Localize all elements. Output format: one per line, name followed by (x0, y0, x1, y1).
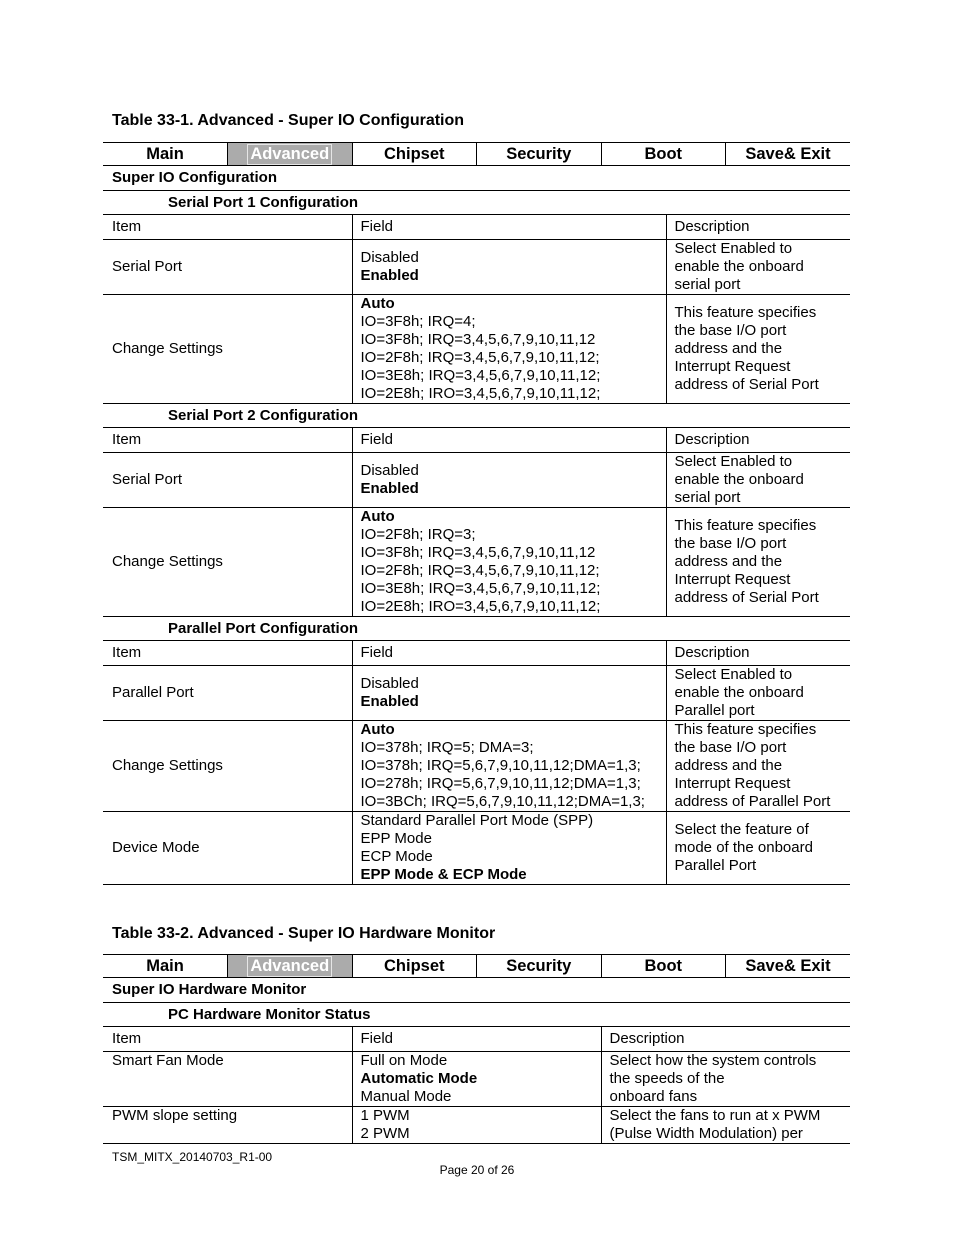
description-line: This feature specifies (674, 720, 817, 738)
row-item: Serial Port (103, 239, 352, 294)
field-option: IO=278h; IRQ=5,6,7,9,10,11,12;DMA=1,3; (360, 774, 641, 792)
field-option: IO=3F8h; IRQ=4; (360, 312, 476, 330)
group-title: Serial Port 1 Configuration (103, 190, 850, 214)
menu-tab-security[interactable]: Security (477, 955, 602, 978)
field-option: 1 PWM (360, 1106, 410, 1124)
header-description: Description (666, 214, 850, 239)
table-row (103, 811, 850, 884)
header-field: Field (352, 1026, 601, 1051)
description-line: enable the onboard (674, 470, 804, 488)
description-line: enable the onboard (674, 683, 804, 701)
row-field (352, 507, 666, 616)
table-row (103, 1051, 850, 1106)
field-option-default: Enabled (360, 479, 419, 497)
hardware-monitor-table (103, 954, 850, 1144)
table-row (103, 720, 850, 811)
field-option: IO=378h; IRQ=5; DMA=3; (360, 738, 534, 756)
field-option: 2 PWM (360, 1124, 410, 1142)
description-line: Select Enabled to (674, 665, 793, 683)
table-row (103, 1106, 850, 1143)
field-option-default: EPP Mode & ECP Mode (360, 865, 527, 883)
field-option: IO=2F8h; IRQ=3; (360, 525, 476, 543)
menu-tab-advanced-label: Advanced (247, 144, 332, 165)
super-io-config-table (103, 142, 850, 885)
row-description (666, 239, 850, 294)
menu-tab-save-exit[interactable]: Save& Exit (726, 955, 851, 978)
row-field (352, 294, 666, 403)
field-option: Disabled (360, 674, 419, 692)
field-option: Manual Mode (360, 1087, 452, 1105)
table-2-caption: Table 33-2. Advanced - Super IO Hardware Monitor (112, 925, 496, 942)
header-description: Description (666, 427, 850, 452)
description-line: the base I/O port (674, 738, 787, 756)
description-line: the base I/O port (674, 321, 787, 339)
field-option: IO=3E8h; IRQ=3,4,5,6,7,9,10,11,12; (360, 366, 601, 384)
field-option-default: Automatic Mode (360, 1069, 478, 1087)
description-line: Select Enabled to (674, 452, 793, 470)
row-item: Change Settings (103, 720, 352, 811)
bios-menu-bar (103, 954, 850, 978)
description-line: address and the (674, 756, 783, 774)
field-option: IO=2E8h; IRO=3,4,5,6,7,9,10,11,12; (360, 384, 601, 402)
header-item: Item (103, 214, 352, 239)
field-option: Disabled (360, 461, 419, 479)
row-description (666, 665, 850, 720)
page-number: Page 20 of 26 (439, 1163, 515, 1177)
table-row (103, 294, 850, 403)
description-line: address and the (674, 339, 783, 357)
field-option: EPP Mode (360, 829, 432, 847)
description-line: Select the feature of (674, 820, 809, 838)
description-line: serial port (674, 275, 741, 293)
row-description (601, 1106, 850, 1143)
table-row (103, 665, 850, 720)
description-line: This feature specifies (674, 516, 817, 534)
field-option: IO=2F8h; IRQ=3,4,5,6,7,9,10,11,12; (360, 561, 600, 579)
header-field: Field (352, 640, 666, 665)
row-item: Change Settings (103, 294, 352, 403)
field-option-default: Auto (360, 294, 395, 312)
field-option: IO=378h; IRQ=5,6,7,9,10,11,12;DMA=1,3; (360, 756, 641, 774)
row-field (352, 811, 666, 884)
field-option-default: Enabled (360, 692, 419, 710)
field-option: IO=3F8h; IRQ=3,4,5,6,7,9,10,11,12 (360, 330, 596, 348)
menu-tab-chipset[interactable]: Chipset (352, 143, 477, 166)
description-line: address of Serial Port (674, 588, 819, 606)
menu-tab-advanced[interactable] (228, 955, 353, 978)
description-line: Interrupt Request (674, 774, 791, 792)
menu-tab-main[interactable]: Main (103, 143, 228, 166)
field-option: IO=3BCh; IRQ=5,6,7,9,10,11,12;DMA=1,3; (360, 792, 645, 810)
description-line: Interrupt Request (674, 357, 791, 375)
description-line: the base I/O port (674, 534, 787, 552)
description-line: serial port (674, 488, 741, 506)
header-item: Item (103, 1026, 352, 1051)
table-row (103, 239, 850, 294)
field-option: IO=3E8h; IRQ=3,4,5,6,7,9,10,11,12; (360, 579, 601, 597)
menu-tab-advanced[interactable] (228, 143, 353, 166)
header-description: Description (666, 640, 850, 665)
header-item: Item (103, 640, 352, 665)
description-line: the speeds of the (609, 1069, 725, 1087)
row-item: PWM slope setting (103, 1106, 352, 1143)
description-line: Select Enabled to (674, 239, 793, 257)
row-item: Change Settings (103, 507, 352, 616)
header-description: Description (601, 1026, 850, 1051)
row-field (352, 665, 666, 720)
group-title: Parallel Port Configuration (103, 616, 850, 640)
menu-tab-security[interactable]: Security (477, 143, 602, 166)
field-option: Disabled (360, 248, 419, 266)
row-description (666, 452, 850, 507)
row-item: Smart Fan Mode (103, 1051, 352, 1106)
bios-menu-bar (103, 142, 850, 166)
description-line: enable the onboard (674, 257, 804, 275)
field-option: IO=2F8h; IRQ=3,4,5,6,7,9,10,11,12; (360, 348, 600, 366)
description-line: address and the (674, 552, 783, 570)
table-1-caption: Table 33-1. Advanced - Super IO Configuration (112, 112, 465, 129)
description-line: Parallel Port (674, 856, 757, 874)
row-description (666, 507, 850, 616)
section-title: Super IO Configuration (103, 166, 850, 190)
row-description (666, 294, 850, 403)
field-option: IO=3F8h; IRQ=3,4,5,6,7,9,10,11,12 (360, 543, 596, 561)
description-line: (Pulse Width Modulation) per (609, 1124, 803, 1142)
menu-tab-main[interactable]: Main (103, 955, 228, 978)
description-line: address of Serial Port (674, 375, 819, 393)
description-line: This feature specifies (674, 303, 817, 321)
row-item: Parallel Port (103, 665, 352, 720)
header-field: Field (352, 427, 666, 452)
field-option: Full on Mode (360, 1051, 448, 1069)
header-item: Item (103, 427, 352, 452)
table-row (103, 452, 850, 507)
group-title: Serial Port 2 Configuration (103, 403, 850, 427)
row-description (666, 811, 850, 884)
field-option: Standard Parallel Port Mode (SPP) (360, 811, 594, 829)
menu-tab-boot[interactable]: Boot (601, 143, 726, 166)
field-option-default: Auto (360, 507, 395, 525)
row-field (352, 1051, 601, 1106)
row-field (352, 1106, 601, 1143)
field-option: ECP Mode (360, 847, 433, 865)
group-title: PC Hardware Monitor Status (103, 1002, 850, 1026)
table-row (103, 507, 850, 616)
row-field (352, 720, 666, 811)
menu-tab-save-exit[interactable]: Save& Exit (726, 143, 851, 166)
description-line: Parallel port (674, 701, 755, 719)
description-line: onboard fans (609, 1087, 698, 1105)
row-field (352, 239, 666, 294)
description-line: mode of the onboard (674, 838, 813, 856)
field-option-default: Enabled (360, 266, 419, 284)
row-item: Device Mode (103, 811, 352, 884)
row-field (352, 452, 666, 507)
menu-tab-advanced-label: Advanced (247, 956, 332, 977)
description-line: Select how the system controls (609, 1051, 817, 1069)
row-description (666, 720, 850, 811)
row-item: Serial Port (103, 452, 352, 507)
field-option: IO=2E8h; IRO=3,4,5,6,7,9,10,11,12; (360, 597, 601, 615)
menu-tab-boot[interactable]: Boot (601, 955, 726, 978)
menu-tab-chipset[interactable]: Chipset (352, 955, 477, 978)
description-line: Select the fans to run at x PWM (609, 1106, 821, 1124)
section-title: Super IO Hardware Monitor (103, 978, 850, 1002)
document-id: TSM_MITX_20140703_R1-00 (112, 1150, 273, 1164)
row-description (601, 1051, 850, 1106)
description-line: Interrupt Request (674, 570, 791, 588)
description-line: address of Parallel Port (674, 792, 831, 810)
field-option-default: Auto (360, 720, 395, 738)
header-field: Field (352, 214, 666, 239)
